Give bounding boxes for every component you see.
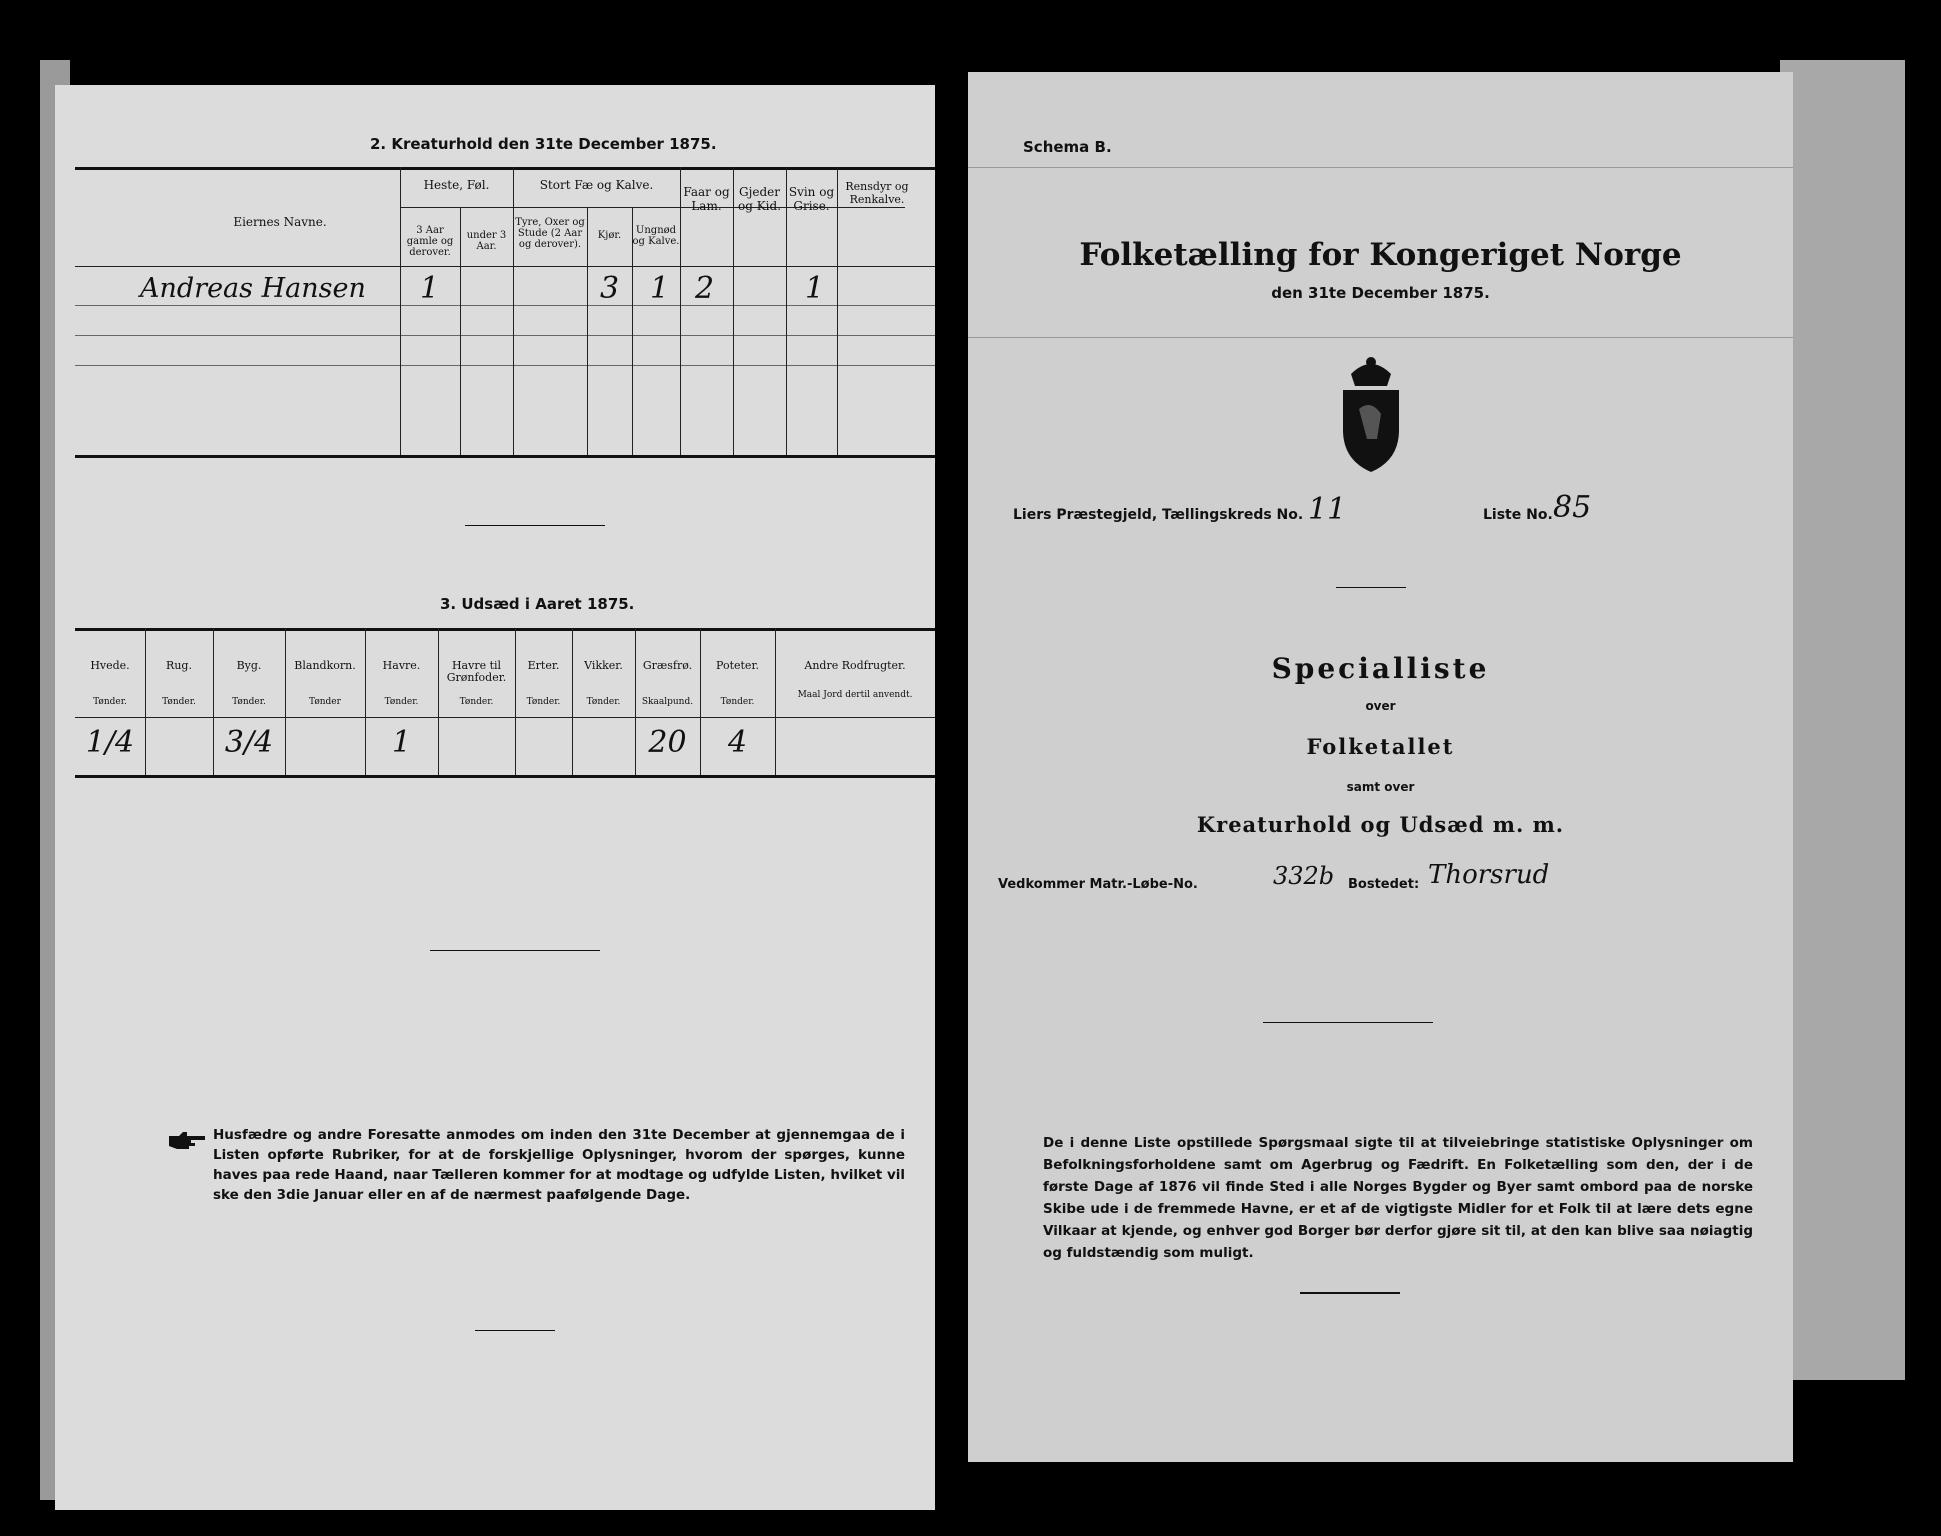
crop-value: 1 (391, 725, 412, 760)
bostedet-label: Bostedet: (1348, 877, 1420, 892)
crop-column-divider (775, 628, 776, 775)
separator (1300, 1292, 1400, 1294)
crop-column-divider (213, 628, 214, 775)
notice-text: Husfædre og andre Foresatte anmodes om inden den 31te December at gjennemgaa de i Listen opførte Rubriker, for at de forskjellige Oplysninger, hvorom der spørges, kunne haves paa rede Haand, naar Tælleren kommer for at modtage og udfylde Listen, hvilket vil ske den 3die Januar eller en af de nærmest paafølgende Dage. (213, 1127, 905, 1203)
crop-table-top (75, 628, 935, 631)
stort-fae-header: Stort Fæ og Kalve. (539, 178, 654, 192)
faar-header: Faar og Lam. (683, 185, 730, 213)
ungnod-header: Ungnød og Kalve. (632, 225, 680, 247)
ungnod-value: 1 (650, 271, 670, 306)
over-label: over (1365, 699, 1396, 713)
crop-header-unit: Tønder. (384, 697, 419, 707)
norwegian-coat-of-arms-icon (1321, 354, 1421, 474)
crop-column-divider (285, 628, 286, 775)
section2-title: 2. Kreaturhold den 31te December 1875. (370, 135, 717, 153)
table-bottom-rule (75, 455, 935, 458)
crop-column-divider (700, 628, 701, 775)
crop-header-unit: Maal Jord dertil anvendt. (797, 690, 913, 700)
separator (1263, 1022, 1433, 1023)
heste-header: Heste, Føl. (423, 178, 490, 192)
heste-young-header: under 3 Aar. (466, 230, 507, 252)
specialliste-title: Specialliste (1271, 652, 1490, 685)
separator (1336, 587, 1406, 588)
schema-label: Schema B. (1023, 138, 1112, 156)
footer-text: De i denne Liste opstillede Spørgsmaal sigte til at tilveiebringe statistiske Oplysninger om Befolkningsforholdene samt om Agerbrug og Fædrift. En Folketælling som den, der i de første Dage af 1876 vil finde Sted i alle Norges Bygder og Byer samt ombord paa de norske Skibe ude i de fremmede Havne, er et af de vigtigste Midler for et Folk til at lære dets egne Vilkaar at kjende, og enhver god Borger bør derfor gjøre sit til, at den kan blive saa nøiagtig og fuldstændig som muligt. (1043, 1135, 1753, 1261)
separator (465, 525, 605, 526)
crop-header-name: Poteter. (716, 659, 759, 672)
faar-value: 2 (695, 271, 715, 306)
crop-header-name: Andre Rodfrugter. (804, 659, 906, 672)
liste-number: 85 (1553, 490, 1592, 525)
crop-header-unit: Tønder. (526, 697, 561, 707)
crop-header-name: Havre til Grønfoder. (446, 659, 507, 684)
crop-header-name: Græsfrø. (642, 659, 693, 672)
folketallet-title: Folketallet (1306, 734, 1455, 759)
crop-column-divider (515, 628, 516, 775)
pointing-hand-icon (167, 1130, 207, 1152)
crop-header-name: Vikker. (584, 659, 623, 672)
crop-header-name: Rug. (166, 659, 192, 672)
kreds-number: 11 (1308, 492, 1347, 527)
right-page (968, 72, 1793, 1462)
left-page (55, 85, 935, 1510)
crop-column-divider (572, 628, 573, 775)
heste-old-header: 3 Aar gamle og derover. (406, 225, 454, 258)
crop-header-unit: Tønder. (162, 697, 196, 707)
main-title: Folketælling for Kongeriget Norge (1079, 237, 1682, 273)
crop-header-name: Byg. (236, 659, 262, 672)
samt-over-label: samt over (1346, 780, 1415, 794)
gjeder-header: Gjeder og Kid. (737, 185, 782, 213)
crop-table-bottom (75, 775, 935, 778)
matr-number: 332b (1273, 862, 1335, 890)
crop-column-divider (145, 628, 146, 775)
owner-name: Andreas Hansen (140, 273, 366, 304)
heste-old-value: 1 (420, 271, 440, 306)
tyre-header: Tyre, Oxer og Stude (2 Aar og derover). (515, 217, 585, 250)
liste-label: Liste No. (1483, 507, 1553, 523)
crop-column-divider (635, 628, 636, 775)
crop-header-name: Hvede. (90, 659, 130, 672)
section3-title: 3. Udsæd i Aaret 1875. (440, 595, 635, 613)
kjor-value: 3 (600, 271, 620, 306)
separator (430, 950, 600, 951)
crop-value: 1/4 (85, 725, 135, 760)
rensdyr-header: Rensdyr og Renkalve. (845, 180, 909, 206)
crop-header-unit: Tønder (309, 697, 341, 707)
crop-value: 3/4 (224, 725, 274, 760)
separator (475, 1330, 555, 1331)
kreaturhold-title: Kreaturhold og Udsæd m. m. (1196, 812, 1565, 837)
svin-value: 1 (805, 271, 825, 306)
crop-column-divider (438, 628, 439, 775)
crop-value: 4 (727, 725, 748, 760)
crop-header-name: Havre. (382, 659, 421, 672)
census-date: den 31te December 1875. (1271, 284, 1490, 302)
crop-header-name: Blandkorn. (294, 659, 356, 672)
crop-header-unit: Tønder. (720, 697, 755, 707)
crop-header-unit: Tønder. (459, 697, 494, 707)
right-page-edge (1780, 60, 1905, 1380)
crop-header-unit: Skaalpund. (641, 697, 694, 707)
owner-header: Eiernes Navne. (233, 215, 327, 229)
crop-column-divider (365, 628, 366, 775)
svin-header: Svin og Grise. (788, 185, 835, 213)
kjor-header: Kjør. (597, 230, 622, 241)
bostedet-value: Thorsrud (1428, 860, 1550, 890)
crop-header-unit: Tønder. (93, 697, 127, 707)
crop-header-name: Erter. (527, 659, 560, 672)
crop-header-unit: Tønder. (586, 697, 621, 707)
crop-value: 20 (648, 725, 687, 760)
table-top-rule (75, 167, 935, 170)
parish-label: Liers Præstegjeld, Tællingskreds No. (1013, 507, 1304, 523)
matr-label: Vedkommer Matr.-Løbe-No. (998, 877, 1198, 892)
crop-header-unit: Tønder. (232, 697, 266, 707)
